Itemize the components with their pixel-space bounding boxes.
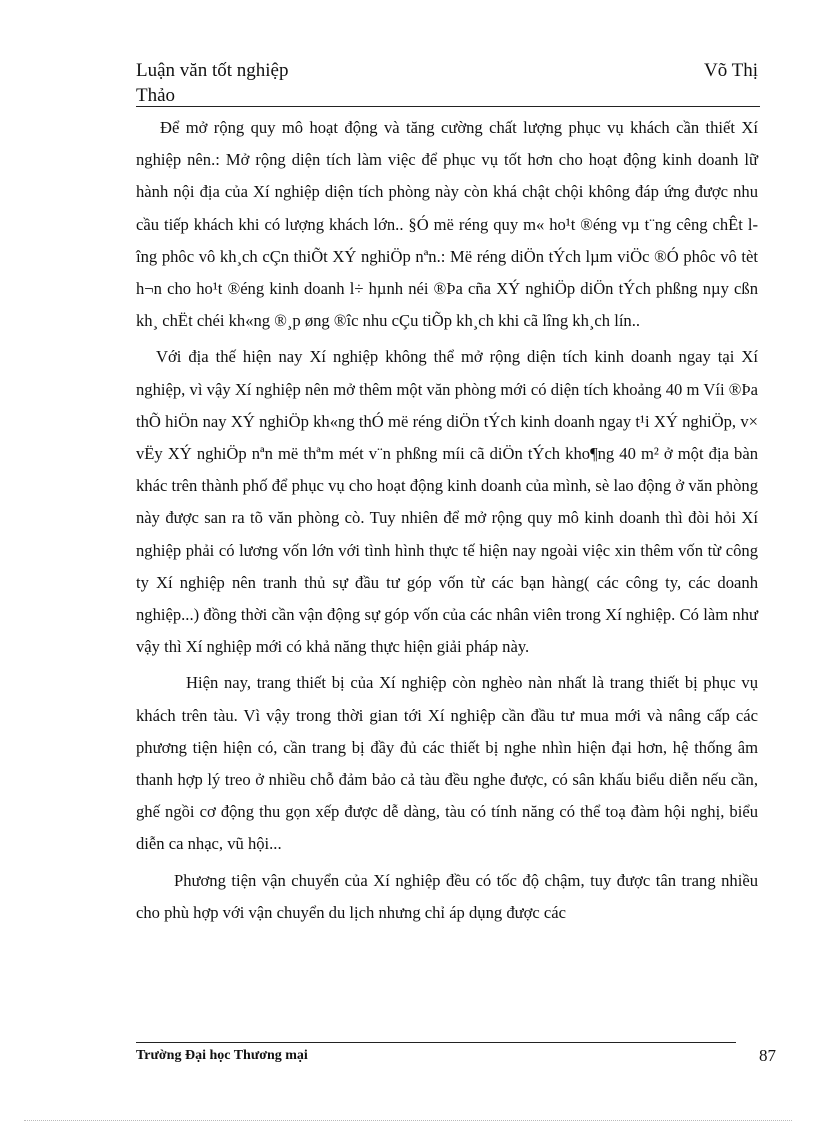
author-name-continued: Thảo [136,85,176,106]
author-name: Võ Thị [703,60,758,81]
paragraph-2: Với địa thế hiện nay Xí nghiệp không thể mở rộng diện tích kinh doanh ngay tại Xí nghiệp, vì vậy Xí nghiệp nên mở thêm một văn phòng mới có diện tích khoảng 40 m Víi ®Þa thÕ hiÖn nay XÝ nghiÖp kh«ng thÓ më réng diÖn tÝch kinh doanh ngay t¹i XÝ nghiÖp, v× vËy XÝ nghiÖp nªn më thªm mét v¨n phßng míi cã diÖn tÝch kho¶ng 40 m² ở một địa bàn khác trên thành phố để phục vụ cho hoạt động kinh doanh của mình, sè lao động ở văn phòng này được san ra tõ văn phòng cò. Tuy nhiên để mở rộng quy mô kinh doanh thì đòi hỏi Xí nghiệp phải có lương vốn lớn với tình hình thực tế hiện nay ngoài việc xin thêm vốn từ công ty Xí nghiệp nên tranh thủ sự đầu tư góp vốn từ các bạn hàng( các công ty, các doanh nghiệp...) đồng thời cần vận động sự góp vốn của các nhân viên trong Xí nghiệp. Có làm như vậy thì Xí nghiệp mới có khả năng thực hiện giải pháp này. [136,347,758,657]
header-divider [136,106,760,107]
footer-divider [136,1042,736,1043]
page-number: 87 [759,1046,776,1065]
document-body [136,112,758,933]
paragraph-3: Hiện nay, trang thiết bị của Xí nghiệp còn nghèo nàn nhất là trang thiết bị phục vụ khách trên tàu. Vì vậy trong thời gian tới Xí nghiệp cần đầu tư mua mới và nâng cấp các phương tiện hiện có, cần trang bị đầy đủ các thiết bị nghe nhìn hiện đại hơn, hệ thống âm thanh hợp lý treo ở nhiều chỗ đảm bảo cả tàu đều nghe được, có sân khấu biểu diễn nếu cần, ghế ngồi cơ động thu gọn xếp được dễ dàng, tàu có tính năng có thể toạ đàm hội nghị, biểu diễn ca nhạc, vũ hội... [136,673,758,854]
thesis-title: Luận văn tốt nghiệp [136,60,289,81]
page-edge-divider [24,1120,792,1121]
school-name: Trường Đại học Thương mại [136,1048,308,1063]
page-footer [136,1046,776,1070]
paragraph-1: Để mở rộng quy mô hoạt động và tăng cường chất lượng phục vụ khách cần thiết Xí nghiệp nên.: Mở rộng diện tích làm việc để phục vụ tốt hơn cho hoạt động kinh doanh lữ hành nội địa của Xí nghiệp diện tích phòng này còn khá chật chội không đáp ứng được nhu cầu tiếp khách khi có lượng khách lớn.. §Ó më réng quy m« ho¹t ®éng vµ t¨ng cêng chÊt lîng phôc vô kh¸ch cÇn thiÕt XÝ nghiÖp nªn.: Më réng diÖn tÝch lµm viÖc ®Ó phôc vô tèt h¬n cho ho¹t ®éng kinh doanh l÷ hµnh néi ®Þa cña XÝ nghiÖp diÖn tÝch phßng nµy cßn kh¸ chËt chéi kh«ng ®¸p øng ®îc nhu cÇu tiÕp kh¸ch khi cã lîng kh¸ch lín.. [136,118,758,331]
paragraph-4: Phương tiện vận chuyển của Xí nghiệp đều có tốc độ chậm, tuy được tân trang nhiều cho phù hợp với vận chuyển du lịch nhưng chỉ áp dụng được các [136,870,758,922]
page-header [136,58,758,106]
